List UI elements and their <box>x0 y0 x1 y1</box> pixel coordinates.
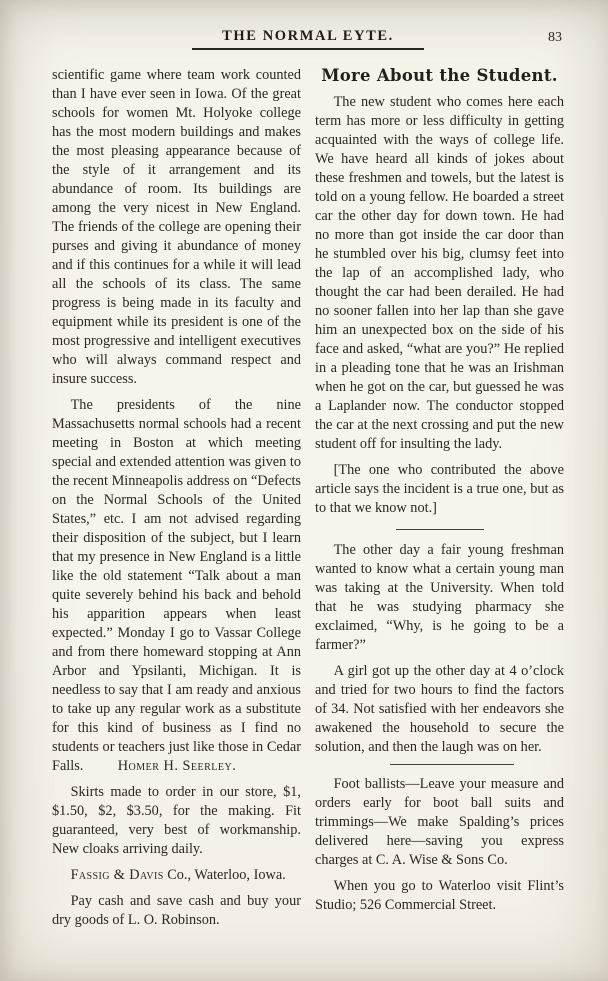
paragraph-freshman: The other day a fair young freshman wanted to know what a certain young man was taking at the University. When told that he was studying pharmacy she exclaimed, “Why, is he going to be a farmer?” <box>315 542 564 653</box>
section-divider <box>396 529 484 530</box>
paragraph-editor-note: [The one who contributed the above article says the incident is a true one, but as to that we know not.] <box>315 462 564 516</box>
ad-foot-ballists: Foot ballists—Leave your measure and orders early for boot ball suits and trimmings—We make Spalding’s prices delivered here—saving you express charges at C. A. Wise & Sons Co. <box>315 776 564 868</box>
signature-seerley: Homer H. Seerley. <box>117 758 237 774</box>
paragraph-continuation: scientific game where team work counted than I have ever seen in Iowa. Of the great schools for women Mt. Holyoke college has the most modern buildings and makes the most pleasing appearance because of the style of it arrangement and its abundance of room. Its buildings are among the very nicest in New England. The friends of the college are opening their purses and giving it abundance of money and if this continues for a while it will lead all the schools of its class. The same progress is being made in its faculty and equipment while its president is one of the most progressive and intelligent executives who will always command respect and insure success. <box>52 67 301 387</box>
paragraph-new-student: The new student who comes here each term has more or less difficulty in getting acquainted with the ways of college life. We have heard all kinds of jokes about these freshmen and towels, but the latest is told on a young fellow. He boarded a street car the other day for down town. He had no more than got inside the car door than he stumbled over his big, clumsy feet into the lap of an accomplished lady, who thought the car had been derailed. He had no sooner fallen into her lap than she gave him an unexpected box on the side of his face and asked, “what are you?” He replied in a pleading tone that he was an Irishman when he got on the car, but guessed he was a Laplander now. The conductor stopped the car at the next crossing and put the new student off for insulting the lady. <box>315 94 564 452</box>
ad-robinson: Pay cash and save cash and buy your dry goods of L. O. Robinson. <box>52 893 301 928</box>
ad-fassig-davis-name: Fassig & Davis <box>70 867 164 883</box>
paragraph-presidents-text: The presidents of the nine Massachusetts normal schools had a recent meeting in Boston at which meeting special and extended attention was given to the recent Minneapolis address on “Defects on the Normal Schools of the United States,” etc. I am not advised regarding their disposition of the subject, but I learn that my presence in New England is a little like the old statement “Talk about a man quite severely behind his back and behold his apparition appears when least expected.” Monday I go to Vassar College and from there homeward stopping at Ann Arbor and Ypsilanti, Michigan. It is needless to say that I am ready and anxious to take up any regular work as a substitute for this kind of business as I find no students or teachers just like those in Cedar Falls. <box>52 397 301 774</box>
page-number: 83 <box>548 30 562 45</box>
ad-skirts: Skirts made to order in our store, $1, $1.50, $2, $3.50, for the making. Fit guaranteed, very best of workmanship. New cloaks arriving daily. <box>52 784 301 857</box>
right-column <box>315 66 564 937</box>
paragraph-girl-factors: A girl got up the other day at 4 o’clock and tried for two hours to find the factors of 34. Not satisfied with her endeavors she awakened the household to secure the solution, and then the laugh was on her. <box>315 663 564 755</box>
article-heading: More About the Student. <box>321 66 558 85</box>
paragraph-presidents <box>52 396 301 776</box>
masthead-title: THE NORMAL EYTE. <box>192 24 424 50</box>
ad-fassig-davis-rest: Co., Waterloo, Iowa. <box>163 867 286 883</box>
left-column <box>52 66 301 937</box>
section-divider <box>390 764 514 765</box>
ad-flints-studio: When you go to Waterloo visit Flint’s Studio; 526 Commercial Street. <box>315 878 564 913</box>
ad-fassig-davis <box>52 866 301 885</box>
page-header <box>52 24 564 58</box>
two-column-body <box>52 66 564 937</box>
